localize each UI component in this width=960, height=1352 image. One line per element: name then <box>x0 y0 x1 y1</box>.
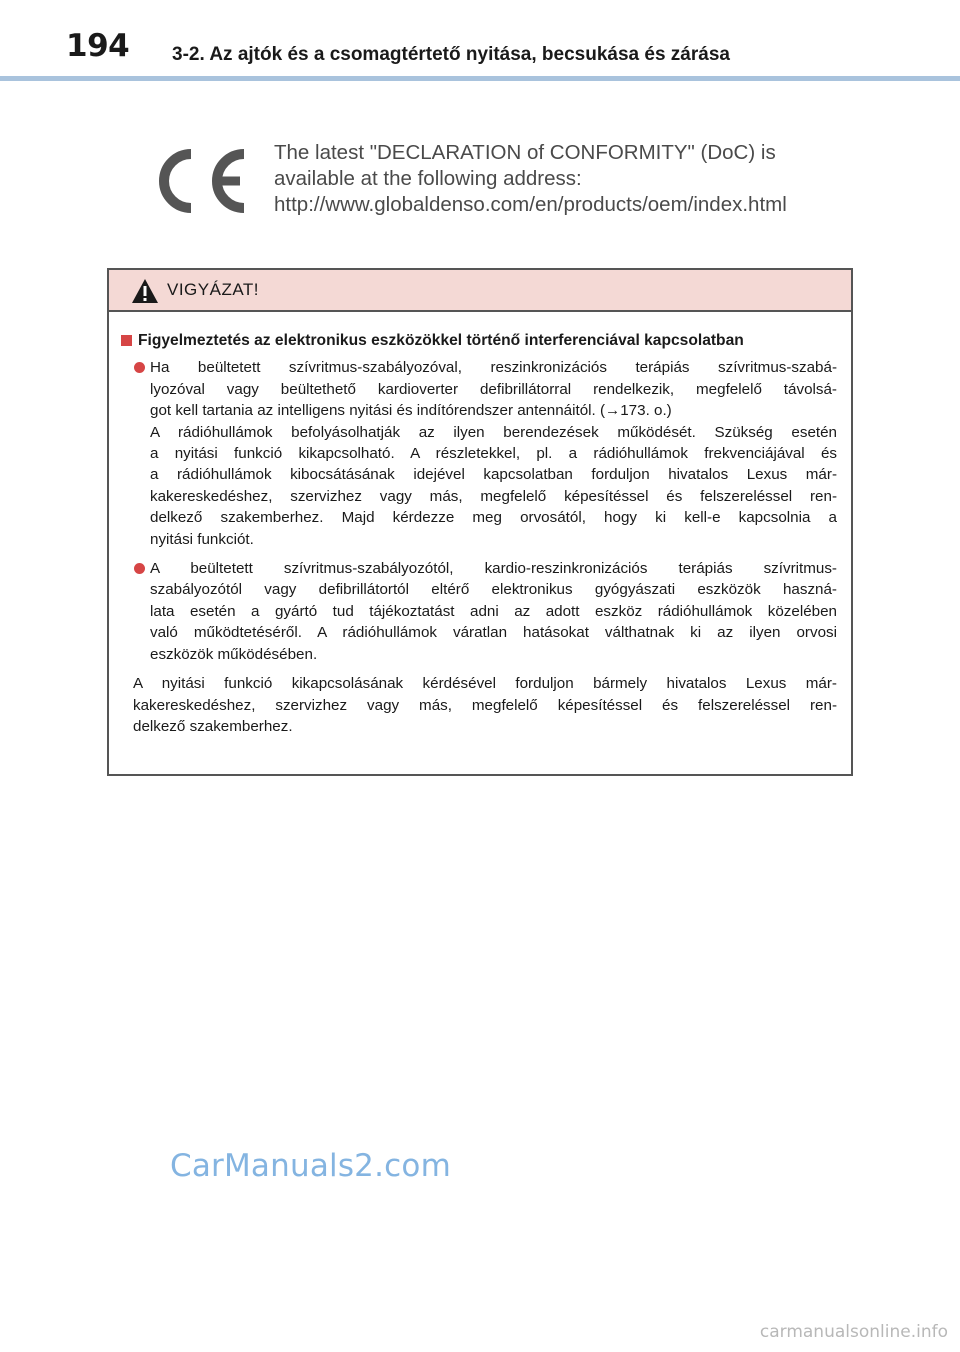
section-title: 3-2. Az ajtók és a csomagtértető nyitása, becsukása és zárása <box>172 44 730 65</box>
footer-watermark: carmanualsonline.info <box>759 1322 948 1342</box>
bullet-icon <box>134 362 145 373</box>
warning-header <box>109 270 851 312</box>
header-rule <box>0 76 960 81</box>
closing-line: delkező szakemberhez. <box>133 717 293 735</box>
item-line: lata esetén a gyártó tud tájékoztatást adni az adott eszköz rádióhullámok közelében <box>150 602 837 620</box>
closing-line: A nyitási funkció kikapcsolásának kérdésével forduljon bármely hivatalos Lexus már- <box>133 675 837 693</box>
item-line-text: got kell tartania az intelligens nyitási és indítórendszer antennáitól. ( <box>150 402 606 420</box>
item-line: Ha beültetett szívritmus-szabályozóval, reszinkronizációs terápiás szívritmus-szabá- <box>150 359 837 377</box>
warning-body <box>109 312 851 737</box>
item-line <box>150 400 837 421</box>
page-reference-arrow-icon: → <box>605 402 621 420</box>
item-line: való működtetéséről. A rádióhullámok váratlan hatásokat válthatnak ki az ilyen orvosi <box>150 624 837 642</box>
square-bullet-icon <box>121 335 132 346</box>
page-header <box>0 0 960 80</box>
bullet-icon <box>134 563 145 574</box>
warning-box <box>107 268 853 776</box>
item-line: lyozóval vagy beültethető kardioverter defibrillátorral rendelkezik, megfelelő távolsá- <box>150 380 837 398</box>
warning-title: VIGYÁZAT! <box>167 280 260 299</box>
doc-line-1: The latest "DECLARATION of CONFORMITY" (DoC) is <box>274 141 776 164</box>
ce-mark-logo <box>148 146 252 216</box>
doc-url: http://www.globaldenso.com/en/products/oem/index.html <box>274 193 787 216</box>
list-item <box>121 558 837 665</box>
closing-paragraph <box>121 673 837 737</box>
item-line: eszközök működésében. <box>150 645 318 663</box>
item-line: a rádióhullámok kibocsátásának idejével kapcsolatban forduljon hivatalos Lexus már- <box>150 466 837 484</box>
item-line: nyitási funkciót. <box>150 530 254 548</box>
watermark: CarManuals2.com <box>170 1148 451 1184</box>
item-line: A beültetett szívritmus-szabályozótól, kardio-reszinkronizációs terápiás szívritmus- <box>150 560 837 578</box>
closing-line: kakereskedéshez, szervizhez vagy más, megfelelő képesítéssel és felszereléssel ren- <box>133 696 837 714</box>
page-number: 194 <box>66 28 130 64</box>
warning-subheading <box>121 330 837 351</box>
subheading-text: Figyelmeztetés az elektronikus eszközökkel történő interferenciával kapcsolatban <box>138 332 744 349</box>
list-item <box>121 357 837 550</box>
warning-triangle-icon <box>131 278 159 304</box>
doc-line-2: available at the following address: <box>274 167 582 190</box>
item-line: szabályozótól vagy defibrillátortól eltérő elektronikus gyógyászati eszközök haszná- <box>150 581 837 599</box>
ce-declaration <box>148 140 848 224</box>
item-line: A rádióhullámok befolyásolhatják az ilyen berendezések működését. Szükség esetén <box>150 423 837 441</box>
page-reference: 173. o.) <box>620 402 672 420</box>
item-line: kakereskedéshez, szervizhez vagy más, megfelelő képesítéssel és felszereléssel ren- <box>150 487 837 505</box>
item-line: a nyitási funkció kikapcsolható. A részletekkel, pl. a rádióhullámok frekvenciájával és <box>150 445 837 463</box>
item-line: delkező szakemberhez. Majd kérdezze meg orvosától, hogy ki kell-e kapcsolnia a <box>150 509 837 527</box>
doc-declaration-text <box>274 140 854 218</box>
